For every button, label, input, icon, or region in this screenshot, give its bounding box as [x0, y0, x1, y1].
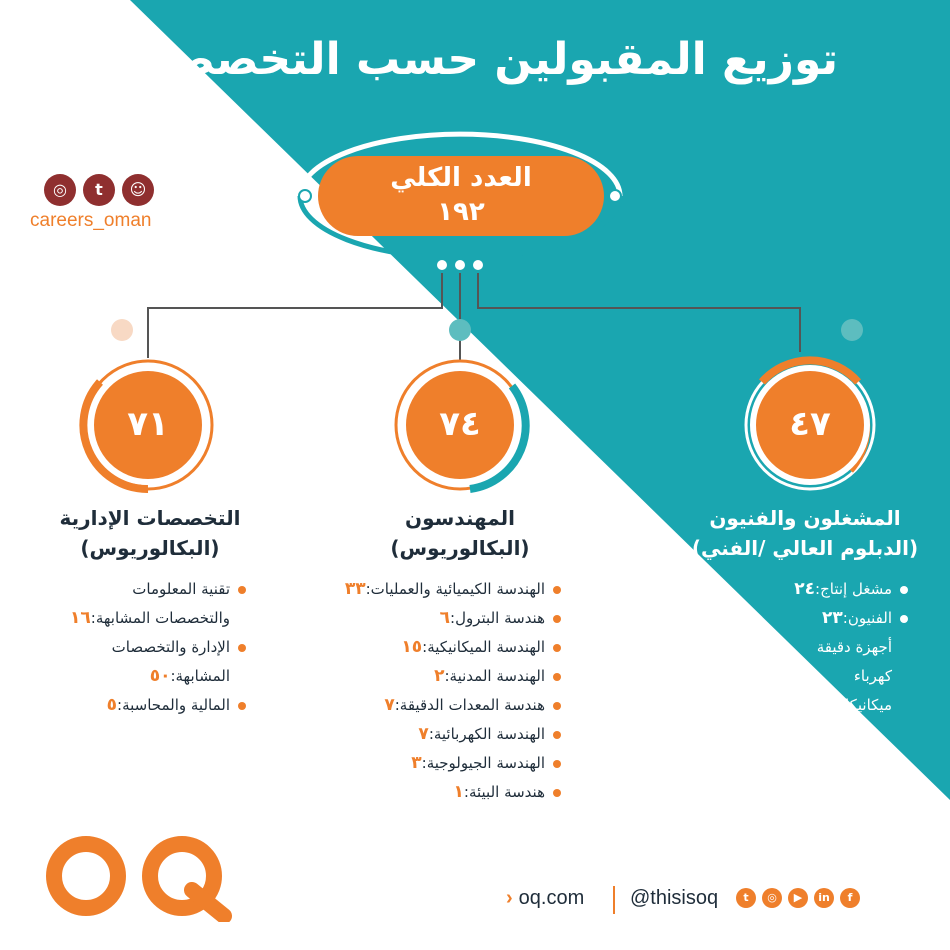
item-text: الهندسة الكيميائية والعمليات:	[365, 580, 545, 598]
item-value: ٣٣	[344, 579, 366, 599]
item-value: ١٥	[401, 637, 423, 657]
item-text: والتخصصات المشابهة:	[90, 609, 230, 627]
item-value: ٥	[106, 695, 118, 715]
item-value: ٧	[418, 724, 429, 744]
twitter-icon[interactable]: t	[83, 174, 115, 206]
list-item	[712, 633, 892, 662]
twitter-icon[interactable]: t	[736, 888, 756, 908]
item-text: هندسة البترول:	[450, 609, 545, 627]
bullet-icon	[553, 644, 561, 652]
item-text: الهندسة المدنية:	[444, 667, 545, 685]
item-text: الفنيون:	[842, 609, 892, 627]
list-item	[285, 575, 545, 604]
item-value: ٦	[439, 608, 451, 628]
bullet-icon	[238, 702, 246, 710]
footer-website-text: oq.com	[518, 886, 585, 909]
item-text: المشابهة:	[170, 667, 230, 685]
category-title-engineers	[360, 503, 560, 563]
item-text: أجهزة دقيقة	[816, 638, 892, 656]
item-text: هندسة المعدات الدقيقة:	[394, 696, 545, 714]
count-operators: ٤٧	[750, 365, 870, 485]
list-item	[30, 604, 230, 633]
list-item	[30, 662, 230, 691]
list-item	[712, 691, 892, 720]
footer-social-icons	[736, 880, 860, 916]
linkedin-icon[interactable]: in	[814, 888, 834, 908]
snapchat-icon[interactable]: ☺	[122, 174, 154, 206]
list-item	[712, 575, 892, 604]
list-admin	[30, 575, 230, 720]
category-title-line1: التخصصات الإدارية	[59, 506, 241, 530]
item-value: ٣	[411, 753, 422, 773]
item-value: ١	[453, 782, 464, 802]
item-value: ٢٤	[794, 579, 816, 599]
list-item	[30, 633, 230, 662]
item-text: تقنية المعلومات	[132, 580, 230, 598]
category-title-line2: (الدبلوم العالي /الفني)	[691, 536, 919, 560]
item-text: ميكانيكا	[845, 696, 892, 714]
bullet-icon	[553, 586, 561, 594]
count-engineers: ٧٤	[400, 365, 520, 485]
bullet-icon	[238, 586, 246, 594]
list-item	[285, 720, 545, 749]
list-item	[285, 633, 545, 662]
bullet-icon	[553, 702, 561, 710]
category-title-line2: (البكالوريوس)	[80, 536, 220, 560]
total-value: ١٩٢	[437, 197, 485, 227]
list-item	[712, 662, 892, 691]
item-value: ٧	[384, 695, 395, 715]
item-text: المالية والمحاسبة:	[117, 696, 230, 714]
list-item	[285, 662, 545, 691]
item-value: ٢٣	[822, 608, 843, 628]
item-text: هندسة البيئة:	[463, 783, 545, 801]
item-value: ١٦	[70, 608, 91, 628]
item-text: الإدارة والتخصصات	[111, 638, 230, 656]
item-value: ٥٠	[149, 666, 171, 686]
oq-logo	[42, 832, 242, 922]
list-engineers	[285, 575, 545, 807]
bullet-icon	[553, 760, 561, 768]
footer-handle[interactable]: @thisisoq	[630, 886, 719, 909]
facebook-icon[interactable]: f	[840, 888, 860, 908]
bullet-icon	[553, 731, 561, 739]
list-operators	[712, 575, 892, 720]
count-admin: ٧١	[88, 365, 208, 485]
category-title-admin	[40, 503, 260, 563]
list-item	[30, 575, 230, 604]
bullet-icon	[238, 644, 246, 652]
total-label: العدد الكلي	[390, 163, 532, 193]
item-text: كهرباء	[853, 667, 892, 685]
category-title-operators	[680, 503, 930, 563]
bullet-icon	[553, 673, 561, 681]
list-item	[30, 691, 230, 720]
footer-website[interactable]	[506, 880, 584, 916]
social-handle[interactable]: careers_oman	[30, 210, 152, 231]
item-text: الهندسة الكهربائية:	[428, 725, 545, 743]
youtube-icon[interactable]: ▶	[788, 888, 808, 908]
item-text: الهندسة الجيولوجية:	[421, 754, 545, 772]
item-value: ٢	[434, 666, 445, 686]
item-text: مشغل إنتاج:	[815, 580, 892, 598]
list-item	[285, 749, 545, 778]
bullet-icon	[900, 586, 908, 594]
list-item	[285, 778, 545, 807]
category-title-line1: المشغلون والفنيون	[709, 506, 901, 530]
page-title: توزيع المقبولين حسب التخصصات	[111, 34, 839, 85]
list-item	[285, 691, 545, 720]
instagram-icon[interactable]: ◎	[762, 888, 782, 908]
instagram-icon[interactable]: ◎	[44, 174, 76, 206]
list-item	[712, 604, 892, 633]
category-title-line2: (البكالوريوس)	[390, 536, 530, 560]
footer-divider	[613, 886, 615, 914]
bullet-icon	[553, 615, 561, 623]
bullet-icon	[900, 615, 908, 623]
chevron-right-icon: ›	[506, 886, 513, 909]
list-item	[285, 604, 545, 633]
bullet-icon	[553, 789, 561, 797]
item-text: الهندسة الميكانيكية:	[422, 638, 545, 656]
category-title-line1: المهندسون	[405, 506, 515, 530]
